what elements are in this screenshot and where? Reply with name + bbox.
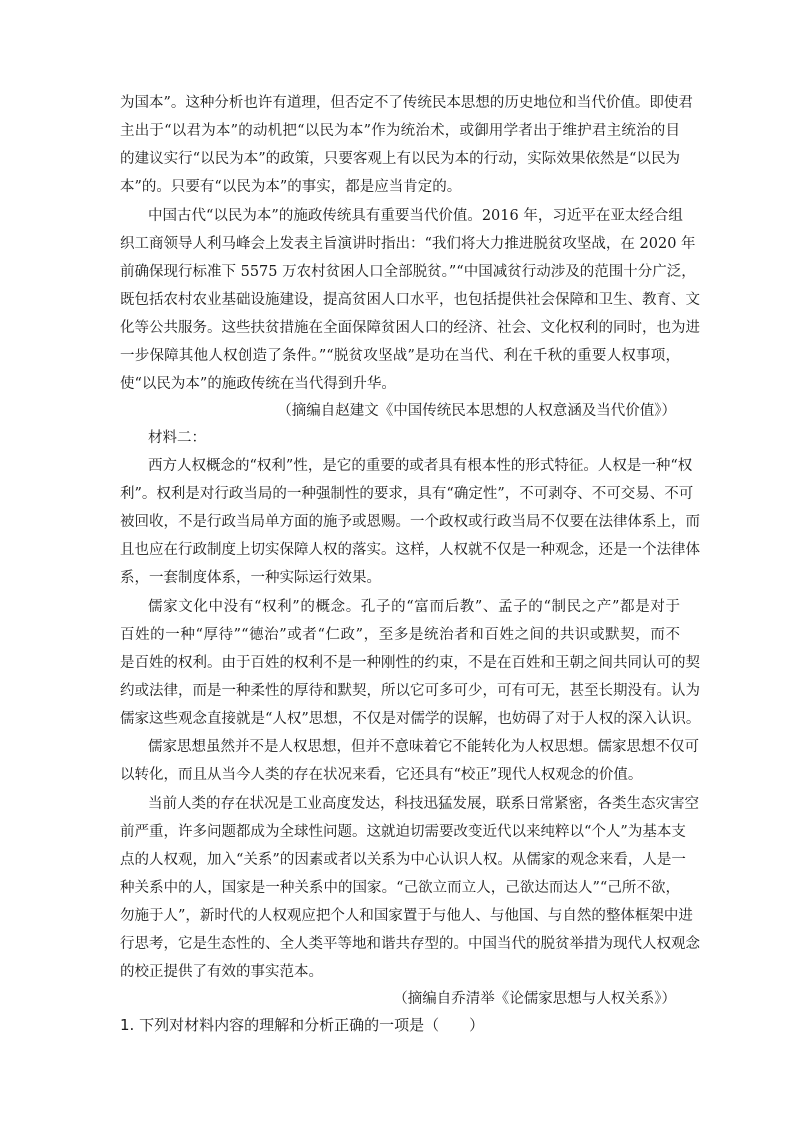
source-citation: （摘编自赵建文《中国传统民本思想的人权意涵及当代价值》） — [277, 403, 676, 419]
paragraph-line: 被回收，不是行政当局单方面的施予或恩赐。一个政权或行政当局不仅要在法律体系上，而 — [120, 514, 700, 530]
paragraph-line: 以转化，而且从当今人类的存在状况来看，它还具有“校正”现代人权观念的价值。 — [120, 767, 643, 783]
paragraph-line: 行思考，它是生态性的、全人类平等地和谐共存型的。中国当代的脱贫举措为现代人权观念 — [120, 936, 700, 952]
paragraph-line: 西方人权概念的“权利”性，是它的重要的或者具有根本性的形式特征。人权是一种“权 — [148, 458, 693, 474]
paragraph-line: 为国本”。这种分析也许有道理，但否定不了传统民本思想的历史地位和当代价值。即使君 — [120, 95, 693, 111]
paragraph-line: 利”。权利是对行政当局的一种强制性的要求，具有“确定性”，不可剥夺、不可交易、不可 — [120, 486, 694, 502]
paragraph-line: 种关系中的人，国家是一种关系中的国家。“己欲立而立人，己欲达而达人”“己所不欲， — [120, 880, 680, 896]
paragraph-line: 系，一套制度体系，一种实际运行效果。 — [120, 570, 381, 586]
source-citation: （摘编自乔清举《论儒家思想与人权关系》） — [393, 991, 676, 1007]
paragraph-line: 中国古代“以民为本”的施政传统具有重要当代价值。2016 年，习近平在亚太经合组 — [148, 208, 683, 224]
paragraph-line: 前确保现行标准下 5575 万农村贫困人口全部脱贫。”“中国减贫行动涉及的范围十分广泛， — [120, 264, 696, 280]
paragraph-line: 儒家思想虽然并不是人权思想，但并不意味着它不能转化为人权思想。儒家思想不仅可 — [148, 739, 699, 755]
paragraph-line: 主出于“以君为本”的动机把“以民为本”作为统治术，或御用学者出于维护君主统治的目 — [120, 123, 680, 139]
paragraph-line: 当前人类的存在状况是工业高度发达，科技迅猛发展，联系日常紧密，各类生态灾害空 — [148, 796, 699, 812]
paragraph-line: 使“以民为本”的施政传统在当代得到升华。 — [120, 376, 396, 392]
paragraph-line: 化等公共服务。这些扶贫措施在全面保障贫困人口的经济、社会、文化权利的同时，也为进 — [120, 320, 700, 336]
paragraph-line: 的校正提供了有效的事实范本。 — [120, 964, 323, 980]
paragraph-line: 前严重，许多问题都成为全球性问题。这就迫切需要改变近代以来纯粹以“个人”为基本支 — [120, 824, 686, 840]
paragraph-line: 一步保障其他人权创造了条件。”“脱贫攻坚战”是功在当代、利在千秋的重要人权事项， — [120, 348, 680, 364]
paragraph-line: 是百姓的权利。由于百姓的权利不是一种刚性的约束，不是在百姓和王朝之间共同认可的契 — [120, 655, 700, 671]
paragraph-line: 勿施于人”，新时代的人权观应把个人和国家置于与他人、与他国、与自然的整体框架中进 — [120, 908, 693, 924]
paragraph-line: 点的人权观，加入“关系”的因素或者以关系为中心认识人权。从儒家的观念来看，人是一 — [120, 852, 686, 868]
paragraph-line: 儒家这些观念直接就是“人权”思想，不仅是对儒学的误解，也妨碍了对于人权的深入认识。 — [120, 711, 701, 727]
question-stem: 1. 下列对材料内容的理解和分析正确的一项是（ ） — [120, 1016, 485, 1034]
paragraph-line: 儒家文化中没有“权利”的概念。孔子的“富而后教”、孟子的“制民之产”都是对于 — [148, 599, 680, 615]
paragraph-line: 的建议实行“以民为本”的政策，只要客观上有以民为本的行动，实际效果依然是“以民为 — [120, 151, 680, 167]
paragraph-line: 约或法律，而是一种柔性的厚待和默契，所以它可多可少，可有可无，甚至长期没有。认为 — [120, 683, 700, 699]
section-heading: 材料二： — [148, 430, 206, 446]
paragraph-line: 百姓的一种“厚待”“德治”或者“仁政”，至多是统治者和百姓之间的共识或默契，而不 — [120, 627, 680, 643]
paragraph-line: 既包括农村农业基础设施建设，提高贫困人口水平，也包括提供社会保障和卫生、教育、文 — [120, 292, 700, 308]
paragraph-line: 织工商领导人利马峰会上发表主旨演讲时指出：“我们将大力推进脱贫攻坚战，在 2020 年 — [120, 236, 696, 252]
paragraph-line: 且也应在行政制度上切实保障人权的落实。这样，人权就不仅是一种观念，还是一个法律体 — [120, 542, 700, 558]
paragraph-line: 本”的。只要有“以民为本”的事实，都是应当肯定的。 — [120, 179, 462, 195]
